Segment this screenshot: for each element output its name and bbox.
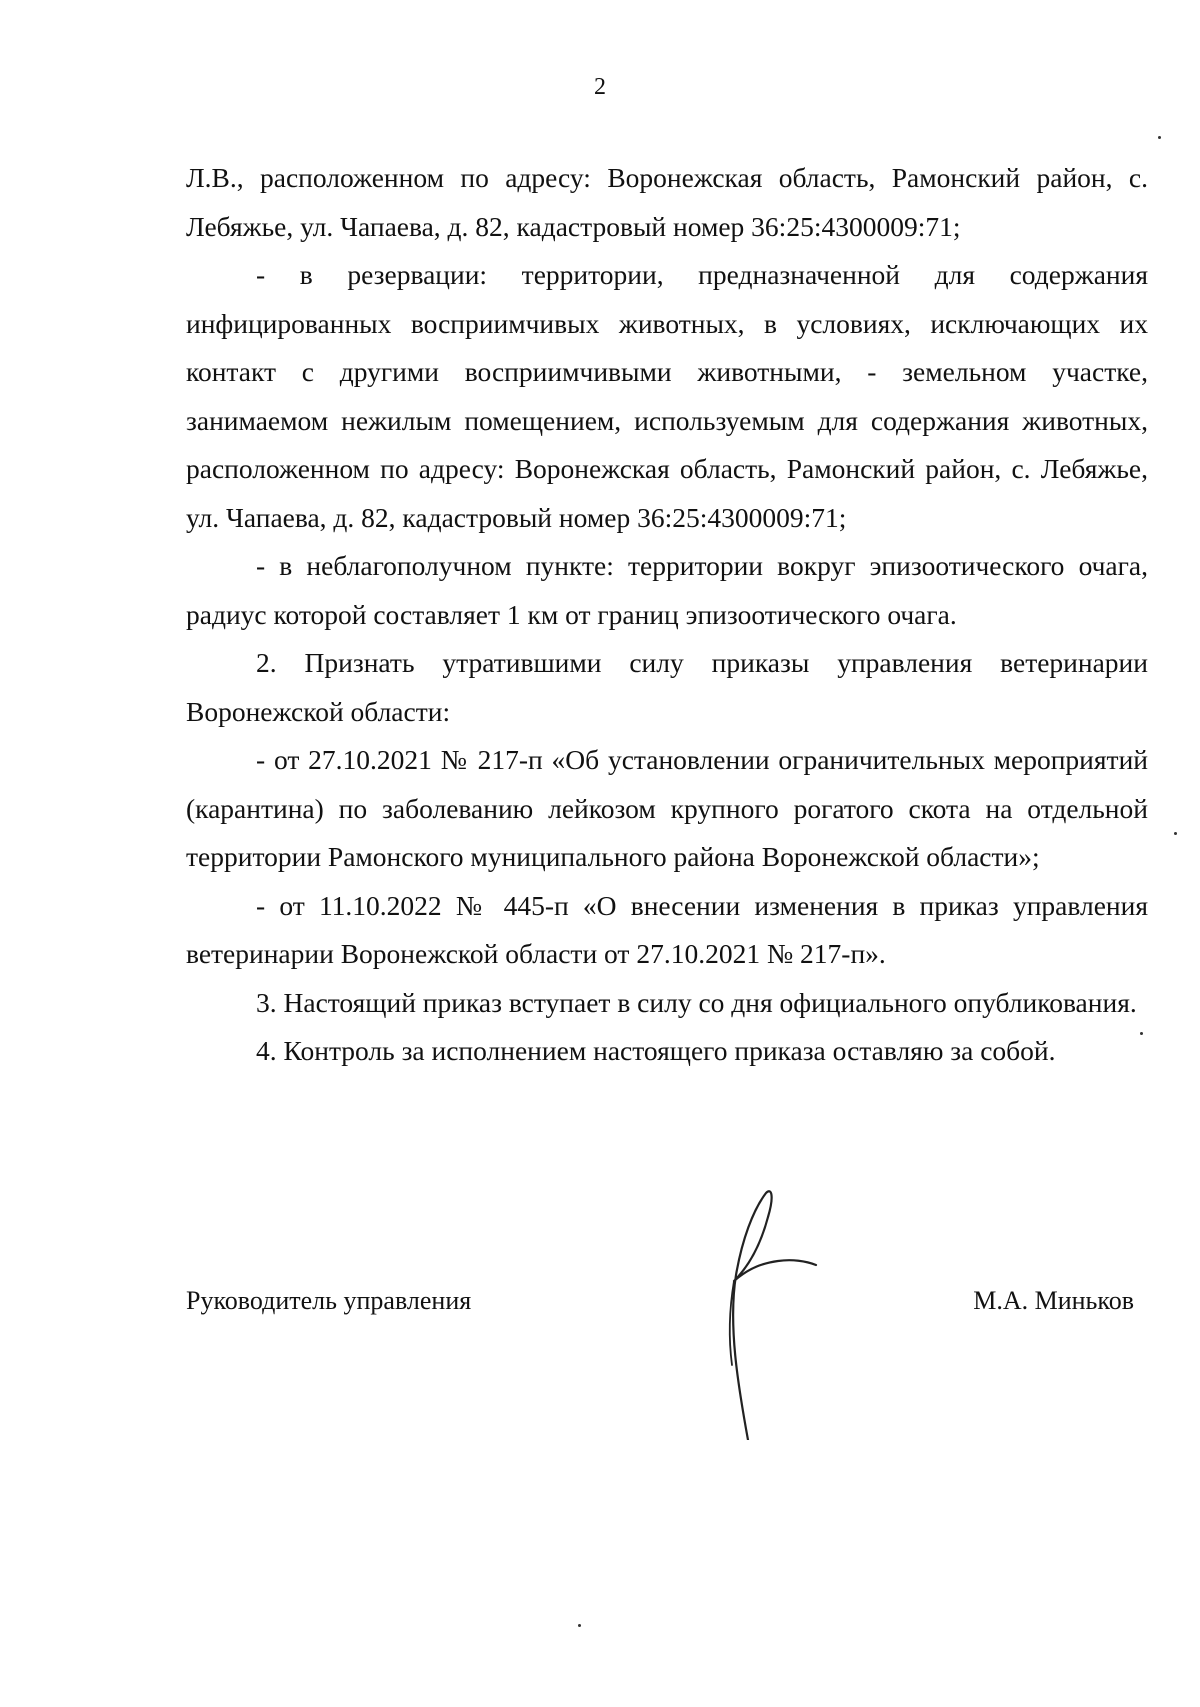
scan-speck <box>1174 832 1177 835</box>
paragraph-reservation: - в резервации: территории, предназначенной для содержания инфицированных восприимчивых животных, в условиях, исключающих их контакт с другими восприимчивыми животными, - земельном участке, занимаемом нежилым помещением, используемым для содержания животных, расположенном по адресу: Воронежская область, Рамонский район, с. Лебяжье, ул. Чапаева, д. 82, кадастровый номер 36:25:4300009:71; <box>186 259 1148 533</box>
scan-speck <box>1158 136 1161 139</box>
paragraph-order-217: - от 27.10.2021 № 217-п «Об установлении ограничительных мероприятий (карантина) по заболеванию лейкозом крупного рогатого скота на отдельной территории Рамонского муниципального района Воронежской области»; <box>186 744 1148 872</box>
paragraph-item-2: 2. Признать утратившими силу приказы управления ветеринарии Воронежской области: <box>186 647 1148 727</box>
paragraph-item-4: 4. Контроль за исполнением настоящего приказа оставляю за собой. <box>256 1035 1056 1066</box>
signatory-name: М.А. Миньков <box>973 1286 1134 1315</box>
paragraph-item-3: 3. Настоящий приказ вступает в силу со дня официального опубликования. <box>256 986 1137 1018</box>
document-body <box>186 154 1148 1076</box>
page-number: 2 <box>594 74 606 100</box>
scan-speck <box>1140 1032 1143 1035</box>
paragraph-unfavorable-point: - в неблагополучном пункте: территории вокруг эпизоотического очага, радиус которой составляет 1 км от границ эпизоотического очага. <box>186 550 1148 630</box>
scan-speck <box>578 1624 581 1627</box>
paragraph-order-445: - от 11.10.2022 № 445-п «О внесении изменения в приказ управления ветеринарии Воронежской области от 27.10.2021 № 217-п». <box>186 889 1148 969</box>
paragraph-continuation: Л.В., расположенном по адресу: Воронежская область, Рамонский район, с. Лебяжье, ул. Чапаева, д. 82, кадастровый номер 36:25:4300009:71; <box>186 162 1148 242</box>
signatory-position: Руководитель управления <box>186 1286 472 1315</box>
signature-block <box>186 1286 1134 1316</box>
